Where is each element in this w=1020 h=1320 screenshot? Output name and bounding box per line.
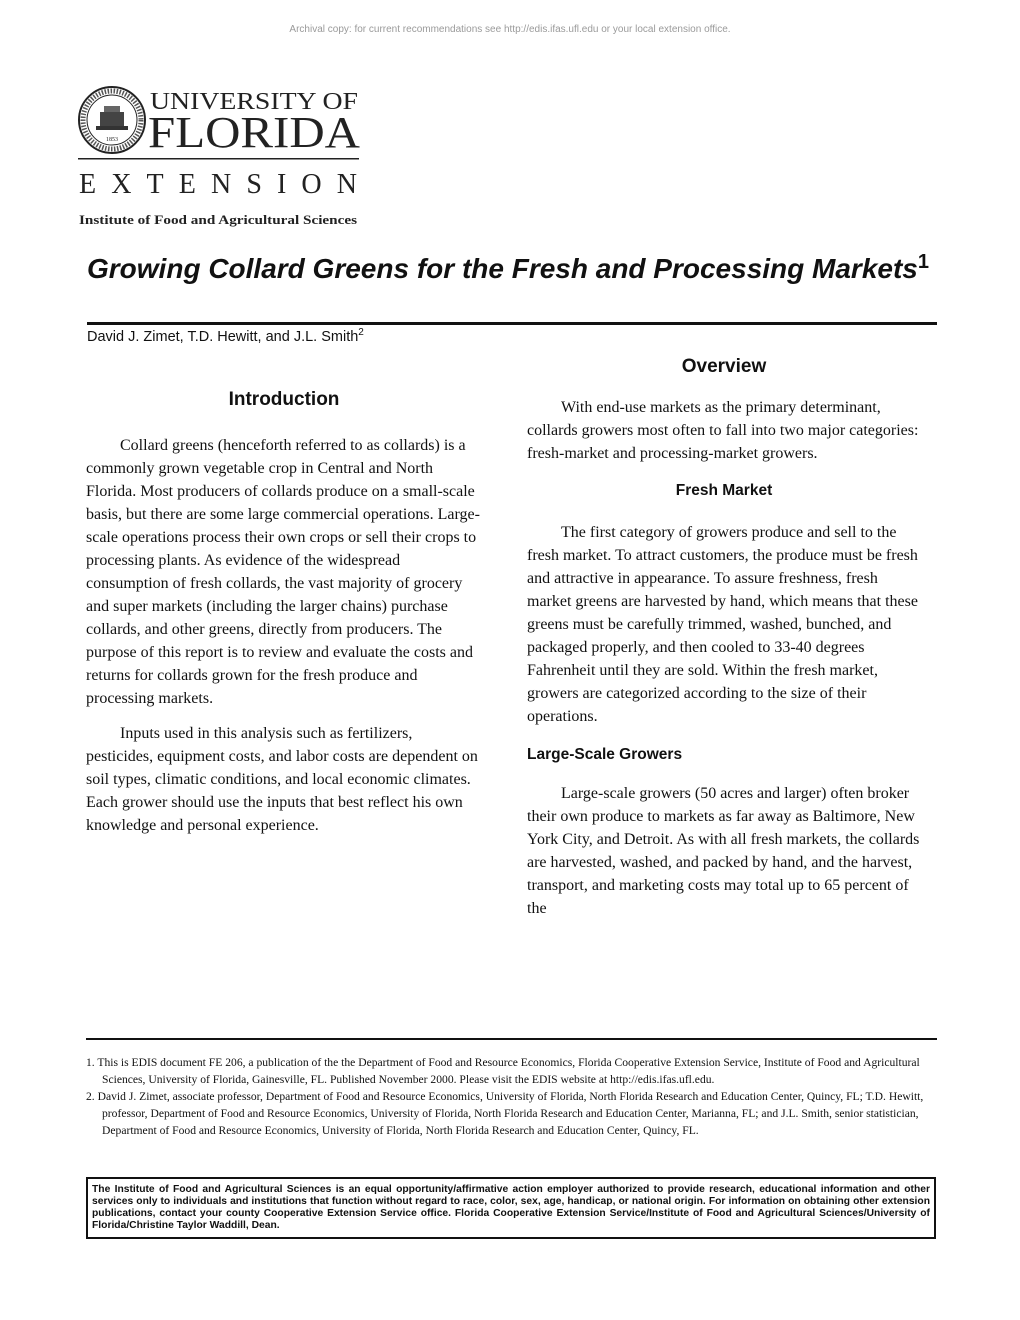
left-column	[86, 388, 482, 837]
fresh-market-heading: Fresh Market	[675, 482, 773, 499]
logo-extension: EXTENSION	[79, 169, 357, 200]
introduction-paragraph-2: Inputs used in this analysis such as fertilizers, pesticides, equipment costs, and labor costs are dependent on soil types, climatic conditions, and local economic climates. Each grower should use the inputs that best reflect his own knowledge and personal experience.	[86, 725, 478, 834]
footnote-1: 1. This is EDIS document FE 206, a publication of the the Department of Food and Resource Economics, Florida Cooperative Extension Service, Institute of Food and Agricultural Sciences, University of Florida, Gainesville, FL. Published November 2000. Please visit the EDIS website at http://edis.ifas.ufl.edu.	[86, 1056, 920, 1086]
large-scale-paragraph: Large-scale growers (50 acres and larger) often broker their own produce to markets as far away as Baltimore, New York City, and Detroit. As with all fresh markets, the collards are harvested, washed, and packed by hand, and the harvest, transport, and marketing costs may total up to 65 percent of the	[527, 785, 920, 917]
footnote-2: 2. David J. Zimet, associate professor, Department of Food and Resource Economics, University of Florida, North Florida Research and Education Center, Quincy, FL; T.D. Hewitt, professor, Department of Food and Resource Economics, University of Florida, North Florida Research and Education Center, Marianna, FL; and J.L. Smith, senior statistician, Department of Food and Resource Economics, University of Florida, North Florida Research and Education Center, Quincy, FL.	[86, 1090, 924, 1137]
large-scale-growers-heading: Large-Scale Growers	[527, 746, 683, 763]
uf-seal-icon	[79, 87, 145, 153]
equal-opportunity-statement: The Institute of Food and Agricultural Sciences is an equal opportunity/affirmative action employer authorized to provide research, educational information and other services only to individuals and institutions that function without regard to race, color, sex, age, handicap, or national origin. For information on obtaining other extension publications, contact your county Cooperative Extension Service office. Florida Cooperative Extension Service/Institute of Food and Agricultural Sciences/University of Florida/Christine Taylor Waddill, Dean.	[86, 1177, 936, 1239]
logo-florida: FLORIDA	[148, 108, 361, 157]
author-footnote-mark: 2	[358, 327, 364, 338]
right-column	[527, 355, 921, 920]
footnotes	[86, 1054, 937, 1139]
overview-paragraph: With end-use markets as the primary determinant, collards growers most often to fall into two major categories: fresh-market and processing-market growers.	[527, 399, 919, 462]
overview-heading: Overview	[681, 356, 767, 377]
footnote-divider	[86, 1038, 937, 1040]
uf-extension-logo	[78, 84, 362, 229]
title-footnote-mark: 1	[917, 251, 929, 273]
archival-notice: Archival copy: for current recommendations see http://edis.ifas.ufl.edu or your local extension office.	[289, 24, 731, 35]
introduction-heading: Introduction	[228, 389, 340, 410]
page-title: Growing Collard Greens for the Fresh and Processing Markets$^1$	[87, 251, 929, 284]
title-divider	[87, 322, 937, 325]
logo-university-of: UNIVERSITY OF	[150, 89, 358, 115]
svg-text:1853: 1853	[106, 137, 118, 143]
logo-institute: Institute of Food and Agricultural Sciences	[79, 213, 358, 227]
author-line: David J. Zimet, T.D. Hewitt, and J.L. Smith$^2$	[87, 327, 364, 345]
introduction-paragraph-1: Collard greens (henceforth referred to as collards) is a commonly grown vegetable crop in Central and North Florida. Most producers of collards produce on a small-scale basis, but there are some large commercial operations. Large-scale operations process their own crops or sell their crops to processing plants. As evidence of the widespread consumption of fresh collards, the vast majority of grocery and super markets (including the larger chains) purchase collards, and other greens, directly from producers. The purpose of this report is to review and evaluate the costs and returns for collards grown for the fresh produce and processing markets.	[86, 437, 480, 707]
fresh-market-paragraph: The first category of growers produce and sell to the fresh market. To attract customers, the produce must be fresh and attractive in appearance. To assure freshness, fresh market greens are harvested by hand, which means that these greens must be carefully trimmed, washed, bunched, and packaged properly, and then cooled to 33-40 degrees Fahrenheit until they are sold. Within the fresh market, growers are categorized according to the size of their operations.	[527, 524, 918, 725]
